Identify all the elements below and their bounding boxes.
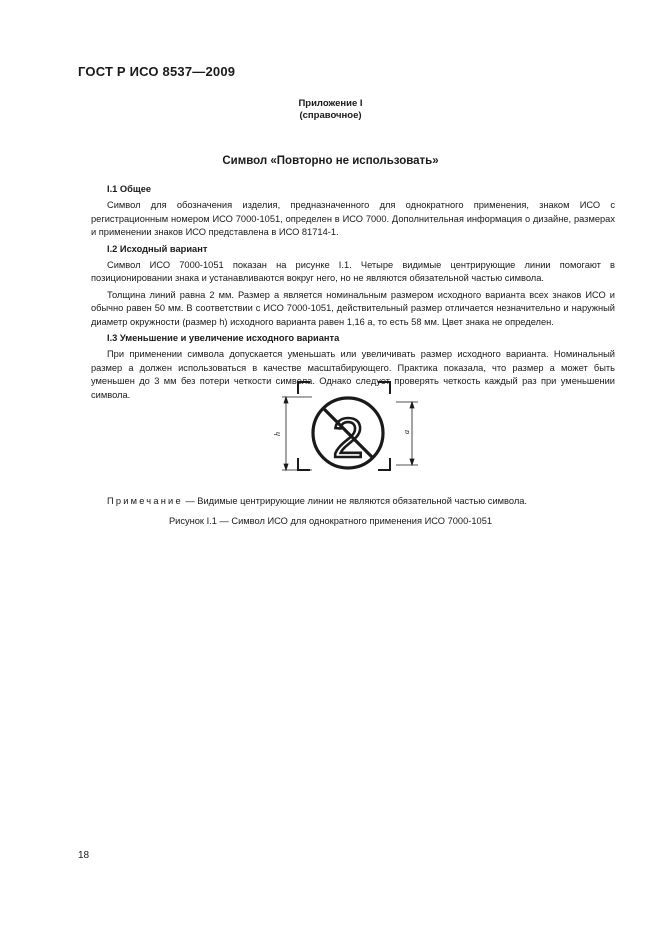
figure-note [107,496,617,506]
section-paragraph: При применении символа допускается уменьшать или увеличивать размер исходного варианта. Номинальный размер a должен использоваться в качестве масштабирующего. Практика показала, что размер a может быть уменьшен до 3 мм без потери четкости символа. Однако следует проверять четкость каждый раз при уменьшении символа. [91,349,615,400]
section-paragraph: Символ для обозначения изделия, предназначенного для однократного применения, знаком ИСО с регистрационным номером ИСО 7000-1051, определен в ИСО 7000. Дополнительная информация о дизайне, размерах и применении знаков ИСО представлена в ИСО 81714-1. [91,200,615,238]
annex-main-title: Символ «Повторно не использовать» [222,155,439,167]
annex-body [91,183,615,405]
annex-header [0,98,661,122]
label-a: a [402,430,411,434]
document-code: ГОСТ Р ИСО 8537—2009 [78,64,236,79]
symbol-digit-two: 2 [332,406,364,469]
centering-line-bottom-right [378,458,390,470]
label-h: h [273,432,282,436]
section-heading: I.3 Уменьшение и увеличение исходного варианта [107,333,340,344]
section-general [91,183,615,240]
section-heading: I.2 Исходный вариант [107,243,208,254]
section-original-variant [91,243,615,329]
centering-line-top-left [298,382,310,394]
page-number: 18 [78,850,90,861]
centering-line-top-right [378,382,390,394]
annex-note: (справочное) [299,110,362,121]
annex-title: Приложение I [298,98,363,109]
note-text: — Видимые центрирующие линии не являются обязательной частью символа. [182,496,528,506]
figure-single-use-symbol [268,378,428,474]
note-lead: Примечание [107,496,183,506]
section-heading: I.1 Общее [107,184,152,194]
single-use-symbol-drawing [268,378,428,474]
section-paragraph: Толщина линий равна 2 мм. Размер a является номинальным размером исходного варианта всех знаков ИСО и обычно равен 50 мм. В соответствии с ИСО 7000-1051, действительный размер отличается незначительно и наружный диаметр окружности (размер h) исходного варианта равен 1,16 a, то есть 58 мм. Цвет знака не определен. [91,289,615,327]
section-paragraph: Символ ИСО 7000-1051 показан на рисунке I.1. Четыре видимые центрирующие линии помогают в позиционировании знака и устанавливаются вокруг него, но не являются обязательной частью символа. [91,260,615,284]
figure-caption: Рисунок I.1 — Символ ИСО для однократного применения ИСО 7000-1051 [168,516,493,526]
centering-line-bottom-left [298,458,310,470]
